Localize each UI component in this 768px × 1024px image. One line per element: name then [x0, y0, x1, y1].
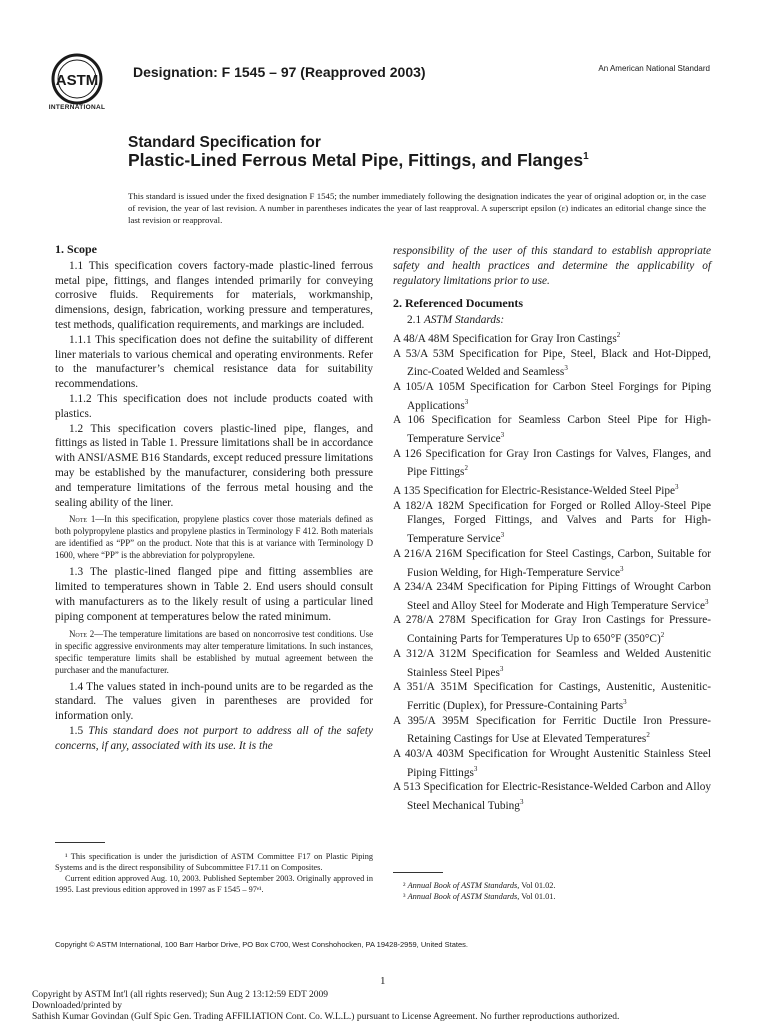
- logo-text: ASTM: [55, 72, 99, 89]
- download-line-1: Copyright by ASTM Int'l (all rights reserved); Sun Aug 2 13:12:59 EDT 2009: [32, 990, 329, 1000]
- reference-text: A 278/A 278M Specification for Gray Iron Castings for Pressure-Containing Parts for Temperatures Up to 650°F (350°C): [393, 614, 711, 645]
- reference-item: [393, 480, 711, 499]
- reference-text: A 216/A 216M Specification for Steel Castings, Carbon, Suitable for Fusion Welding, for High-Temperature Service: [393, 547, 711, 579]
- para-1-5-text: This standard does not purport to address all of the safety concerns, if any, associated with its use. It is the: [55, 724, 374, 752]
- reference-footnote-mark: 3: [704, 597, 709, 606]
- footnote-3: [393, 891, 711, 902]
- reference-item: [393, 347, 711, 380]
- reference-footnote-mark: 3: [500, 431, 505, 440]
- reference-footnote-mark: 2: [464, 464, 468, 473]
- astm-logo: [32, 52, 122, 114]
- astm-standards-num: 2.1: [407, 314, 422, 327]
- national-standard-label: An American National Standard: [598, 64, 710, 73]
- para-1-3: 1.3 The plastic-lined flanged pipe and fitting assemblies are limited to temperatures shown in Table 2. End users should consult with manufacturers as to the likely result of using a particular lined piping component at temperatures below the rated minimum.: [55, 566, 373, 623]
- note-2-text: 2—The temperature limitations are based on noncorrosive test conditions. Use in specific aggressive environments may alter temperature limitations. In such instances, specific temperature limits shall be established by mutual agreement between the purchaser and the manufacturer.: [55, 628, 374, 675]
- reference-item: [393, 547, 711, 580]
- download-line-3: Sathish Kumar Govindan (Gulf Spic Gen. Trading AFFILIATION Cont. Co. W.L.L.) pursuant to License Agreement. No further reproductions authorized.: [32, 1012, 620, 1023]
- reference-item: [393, 328, 711, 347]
- note-2: [55, 628, 373, 676]
- reference-footnote-mark: 3: [500, 531, 505, 540]
- footnotes-left: [55, 851, 373, 895]
- title-footnote-mark: 1: [583, 151, 589, 163]
- reference-footnote-mark: 2: [646, 731, 650, 740]
- para-1-4: 1.4 The values stated in inch-pound units are to be regarded as the standard. The values given in parentheses are provided for information only.: [55, 680, 373, 723]
- page-number: 1: [380, 975, 386, 987]
- reference-footnote-mark: 3: [675, 482, 679, 491]
- footnote-2-mark: ²: [403, 881, 406, 890]
- para-1-1-1: 1.1.1 This specification does not define the suitability of different liner materials to various chemical and operating environments. Refer to the manufacturer’s chemical resistance data for suitability recommendations.: [55, 333, 373, 391]
- astm-logo-icon: [32, 52, 122, 106]
- title-line-1: Standard Specification for: [128, 134, 321, 151]
- reference-item: [393, 413, 711, 446]
- footnote-rule-right: [393, 872, 443, 873]
- note-1-text: 1—In this specification, propylene plastics cover those materials defined as both polypropylene plastics and propylene plastics in Terminology F 412. Both materials are identified as “PP” on the product. Note that this is at variance with Terminology D 1600, where “PP” is the abbreviation for polypropylene.: [55, 514, 374, 561]
- footnote-3-mark: ³: [403, 892, 406, 901]
- reference-footnote-mark: 2: [660, 631, 665, 640]
- copyright-line: Copyright © ASTM International, 100 Barr Harbor Drive, PO Box C700, West Conshohocken, PA 19428-2959, United States.: [55, 940, 468, 949]
- reference-text: A 312/A 312M Specification for Seamless and Welded Austenitic Stainless Steel Pipes: [393, 647, 711, 679]
- reference-text: A 351/A 351M Specification for Castings, Austenitic, Austenitic-Ferritic (Duplex), for Pressure-Containing Parts: [393, 681, 711, 712]
- reference-item: [393, 747, 711, 780]
- footnote-2-text: Annual Book of ASTM Standards: [407, 881, 518, 890]
- logo-caption: INTERNATIONAL: [48, 104, 106, 111]
- para-1-1: 1.1 This specification covers factory-made plastic-lined ferrous metal pipe, fittings, and flanges intended primarily for conveying corrosive fluids. Requirements for materials, workmanship, dimensions, design, fabrication, working pressure and temperatures, test methods, qualification requirements, and markings are included.: [55, 259, 373, 331]
- left-column: [55, 238, 373, 754]
- reference-text: A 182/A 182M Specification for Forged or Rolled Alloy-Steel Pipe Flanges, Forged Fittings, and Valves and Parts for High-Temperature Service: [393, 499, 711, 545]
- reference-list: [393, 328, 711, 814]
- download-line-2: Downloaded/printed by: [32, 1001, 122, 1012]
- para-1-5-continued: responsibility of the user of this standard to establish appropriate safety and health practices and determine the applicability of regulatory limitations prior to use.: [393, 245, 711, 287]
- reference-text: A 513 Specification for Electric-Resistance-Welded Carbon and Alloy Steel Mechanical Tubing: [393, 781, 711, 812]
- reference-item: [393, 580, 711, 613]
- reference-footnote-mark: 3: [564, 364, 568, 373]
- footnote-3-vol: , Vol 01.01.: [517, 892, 556, 901]
- reference-footnote-mark: 3: [473, 764, 478, 773]
- reference-footnote-mark: 3: [499, 664, 504, 673]
- reference-footnote-mark: 3: [464, 397, 469, 406]
- footnote-1-edition: Current edition approved Aug. 10, 2003. Published September 2003. Originally approved in 1995. Last previous edition approved in 1997 as F 1545 – 97ᵉ¹.: [55, 874, 373, 894]
- referenced-documents-heading: 2. Referenced Documents: [393, 296, 524, 311]
- reference-item: [393, 447, 711, 480]
- reference-item: [393, 613, 711, 646]
- right-column: [393, 244, 711, 814]
- note-2-label: Note: [69, 628, 88, 639]
- footnote-1: ¹ This specification is under the jurisdiction of ASTM Committee F17 on Plastic Piping Systems and is the direct responsibility of Subcommittee F17.11 on Composites.: [55, 852, 373, 872]
- note-1: [55, 513, 373, 561]
- reference-text: A 53/A 53M Specification for Pipe, Steel, Black and Hot-Dipped, Zinc-Coated Welded and Seamless: [393, 347, 711, 379]
- reference-item: [393, 499, 711, 547]
- footnote-rule-left: [55, 842, 105, 843]
- scope-heading: 1. Scope: [55, 242, 97, 256]
- reference-item: [393, 714, 711, 747]
- footnote-2: [393, 880, 711, 891]
- reference-text: A 105/A 105M Specification for Carbon Steel Forgings for Piping Applications: [393, 380, 711, 412]
- reference-text: A 48/A 48M Specification for Gray Iron Castings: [393, 332, 617, 345]
- reference-text: A 126 Specification for Gray Iron Castings for Valves, Flanges, and Pipe Fittings: [393, 447, 711, 479]
- astm-standards-heading: [393, 313, 711, 328]
- para-1-5-num: 1.5: [69, 724, 84, 737]
- designation: Designation: F 1545 – 97 (Reapproved 2003): [133, 64, 426, 80]
- reference-text: A 234/A 234M Specification for Piping Fittings of Wrought Carbon Steel and Alloy Steel for Moderate and High Temperature Service: [393, 581, 711, 612]
- reference-item: [393, 380, 711, 413]
- reference-footnote-mark: 3: [620, 564, 624, 573]
- para-1-2: 1.2 This specification covers plastic-lined pipe, flanges, and fittings as listed in Table 1. Pressure limitations shall be in accordance with ANSI/ASME B16 Standards, except reduced pressure limitations may be established by the manufacturer, considering both pressure and temperature limitations of the ferrous metal housing and the sealing ability of the liner.: [55, 422, 373, 509]
- issue-note: This standard is issued under the fixed designation F 1545; the number immediately following the designation indicates the year of original adoption or, in the case of revision, the year of last revision. A number in parentheses indicates the year of last reapproval. A superscript epsilon (ε) indicates an editorial change since the last revision or reapproval.: [128, 191, 706, 225]
- reference-text: A 395/A 395M Specification for Ferritic Ductile Iron Pressure-Retaining Castings for Use at Elevated Temperatures: [393, 714, 711, 746]
- para-1-5: [55, 724, 373, 754]
- reference-item: [393, 647, 711, 680]
- reference-footnote-mark: 2: [616, 330, 621, 339]
- reference-text: A 135 Specification for Electric-Resistance-Welded Steel Pipe: [393, 484, 676, 497]
- para-1-1-2: 1.1.2 This specification does not include products coated with plastics.: [55, 392, 373, 420]
- reference-item: [393, 780, 711, 813]
- reference-footnote-mark: 3: [519, 798, 524, 807]
- title-main: Plastic-Lined Ferrous Metal Pipe, Fittings, and Flanges: [128, 150, 584, 170]
- astm-standards-label: ASTM Standards:: [423, 314, 505, 327]
- reference-footnote-mark: 3: [623, 697, 627, 706]
- reference-item: [393, 680, 711, 713]
- note-1-label: Note: [69, 514, 88, 525]
- footnotes-right: [393, 880, 711, 902]
- reference-text: A 403/A 403M Specification for Wrought Austenitic Stainless Steel Piping Fittings: [393, 747, 711, 779]
- footnote-3-text: Annual Book of ASTM Standards: [407, 892, 518, 901]
- footnote-2-vol: , Vol 01.02.: [517, 881, 556, 890]
- reference-text: A 106 Specification for Seamless Carbon Steel Pipe for High-Temperature Service: [393, 414, 711, 445]
- title-line-2: [128, 150, 589, 171]
- download-notice: [32, 990, 752, 1024]
